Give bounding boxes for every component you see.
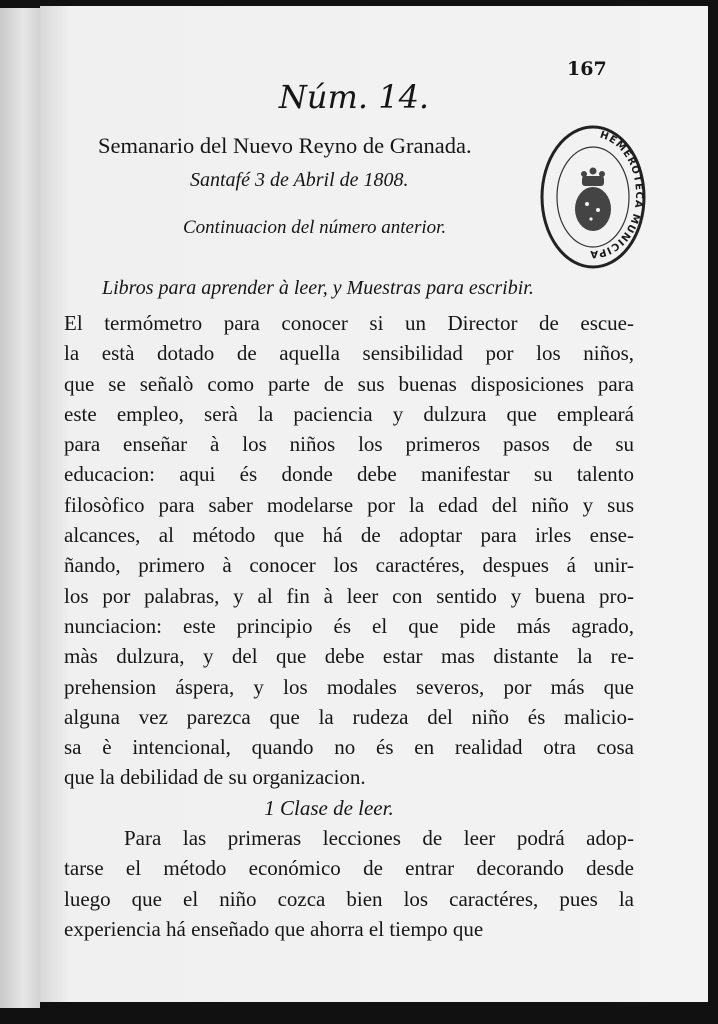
text-line: que se señalò como parte de sus buenas disposiciones para: [64, 371, 634, 396]
section-title: Libros para aprender à leer, y Muestras para escribir.: [102, 277, 534, 299]
page-number: 167: [567, 58, 607, 80]
body-text: [64, 308, 634, 944]
text-line: este empleo, serà la paciencia y dulzura que empleará: [64, 401, 634, 426]
text-line: los por palabras, y al fin à leer con sentido y buena pro-: [64, 583, 634, 608]
text-line: luego que el niño cozca bien los caractéres, pues la: [64, 886, 634, 911]
issue-number: Núm. 14.: [278, 78, 430, 116]
text-line: prehension áspera, y los modales severos, por más que: [64, 674, 634, 699]
text-line: El termómetro para conocer si un Director de escue-: [64, 311, 634, 335]
text-line: sa è intencional, quando no és en realidad otra cosa: [64, 735, 634, 760]
text-line: nunciacion: este principio és el que pide más agrado,: [64, 613, 634, 638]
text-line: para enseñar à los niños los primeros pasos de su: [64, 432, 634, 457]
svg-text:HEMEROTECA MUNICIPAL · MADRID: HEMEROTECA MUNICIPA: [589, 129, 645, 260]
text-line: educacion: aqui és donde debe manifestar su talento: [64, 462, 634, 487]
masthead-title: Semanario del Nuevo Reyno de Granada.: [98, 133, 472, 158]
facing-page-edge: [0, 8, 40, 1008]
continuation-note: Continuacion del número anterior.: [183, 217, 447, 238]
text-line: experiencia há enseñado que ahorra el tiempo que: [64, 916, 484, 941]
library-stamp: [540, 124, 646, 270]
dateline: Santafé 3 de Abril de 1808.: [190, 169, 409, 191]
text-line: tarse el método económico de entrar decorando desde: [64, 856, 634, 881]
scanned-page: [40, 6, 708, 1002]
paragraph-1: [64, 308, 634, 793]
text-line: alcances, al método que há de adoptar para irles ense-: [64, 523, 634, 548]
text-line: ñando, primero à conocer los caractéres, despues á unir-: [64, 553, 634, 578]
paragraph-2: [64, 823, 634, 944]
text-line: que la debilidad de su organizacion.: [64, 765, 366, 790]
subheading: 1 Clase de leer.: [264, 795, 394, 820]
text-line: la està dotado de aquella sensibilidad por los niños,: [64, 341, 634, 366]
text-line: filosòfico para saber modelarse por la edad del niño y sus: [64, 492, 634, 517]
text-line: màs dulzura, y del que debe estar mas distante la re-: [64, 644, 634, 669]
text-line: alguna vez parezca que la rudeza del niño és malicio-: [64, 704, 634, 729]
text-line: Para las primeras lecciones de leer podrá adop-: [124, 826, 634, 851]
